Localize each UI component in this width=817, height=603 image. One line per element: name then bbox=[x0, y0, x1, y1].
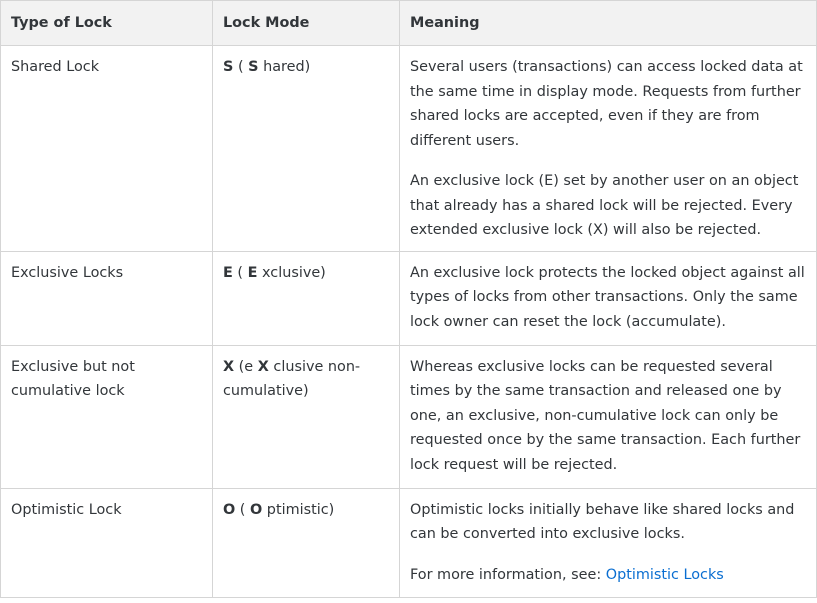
cell-mode bbox=[213, 46, 400, 252]
cell-mode bbox=[213, 345, 400, 488]
optimistic-locks-link[interactable]: Optimistic Locks bbox=[605, 566, 724, 583]
cell-meaning bbox=[400, 46, 817, 252]
header-meaning: Meaning bbox=[400, 1, 817, 46]
cell-meaning bbox=[400, 345, 817, 488]
meaning-paragraph: An exclusive lock protects the locked object against all types of locks from other transactions. Only the same lock owner can reset the lock (accumulate). bbox=[410, 264, 805, 330]
cell-mode bbox=[213, 251, 400, 345]
table-row bbox=[1, 488, 817, 597]
cell-meaning bbox=[400, 488, 817, 597]
table-row bbox=[1, 345, 817, 488]
meaning-paragraph-more-info bbox=[410, 563, 806, 588]
mode-open: (e bbox=[234, 358, 258, 375]
cell-mode bbox=[213, 488, 400, 597]
mode-bold: E bbox=[247, 264, 258, 281]
header-lock-mode: Lock Mode bbox=[213, 1, 400, 46]
table-header-row bbox=[1, 1, 817, 46]
table-row bbox=[1, 251, 817, 345]
mode-bold: O bbox=[250, 501, 263, 518]
meaning-paragraph: Optimistic locks initially behave like shared locks and can be converted into exclusive locks. bbox=[410, 501, 795, 542]
mode-rest: clusive non-cumulative) bbox=[223, 358, 361, 399]
mode-letter: O bbox=[223, 501, 236, 518]
mode-letter: E bbox=[223, 264, 233, 281]
cell-type: Exclusive but not cumulative lock bbox=[1, 345, 213, 488]
mode-letter: X bbox=[223, 358, 235, 375]
cell-type: Shared Lock bbox=[1, 46, 213, 252]
mode-rest: ptimistic) bbox=[262, 501, 335, 518]
meaning-paragraph: Several users (transactions) can access locked data at the same time in display mode. Requests from further shared locks are accepted, even if they are from different users. bbox=[410, 59, 803, 149]
meaning-paragraph: Whereas exclusive locks can be requested several times by the same transaction and released one by one, an exclusive, non-cumulative lock can only be requested once by the same transaction. Each further lock request will be rejected. bbox=[410, 358, 801, 473]
mode-letter: S bbox=[223, 59, 234, 75]
mode-rest: xclusive) bbox=[257, 264, 326, 281]
cell-type: Exclusive Locks bbox=[1, 251, 213, 345]
mode-rest: hared) bbox=[258, 59, 311, 75]
cell-type: Optimistic Lock bbox=[1, 488, 213, 597]
mode-open: ( bbox=[233, 59, 249, 75]
mode-bold: X bbox=[257, 358, 269, 375]
meaning-paragraph: An exclusive lock (E) set by another user on an object that already has a shared lock will be rejected. Every extended exclusive lock (X) will also be rejected. bbox=[410, 173, 799, 238]
mode-open: ( bbox=[235, 501, 250, 518]
table-row bbox=[1, 46, 817, 252]
cell-meaning bbox=[400, 251, 817, 345]
mode-bold: S bbox=[248, 59, 259, 75]
header-type-of-lock: Type of Lock bbox=[1, 1, 213, 46]
more-info-prefix: For more information, see: bbox=[410, 566, 606, 583]
mode-open: ( bbox=[232, 264, 248, 281]
